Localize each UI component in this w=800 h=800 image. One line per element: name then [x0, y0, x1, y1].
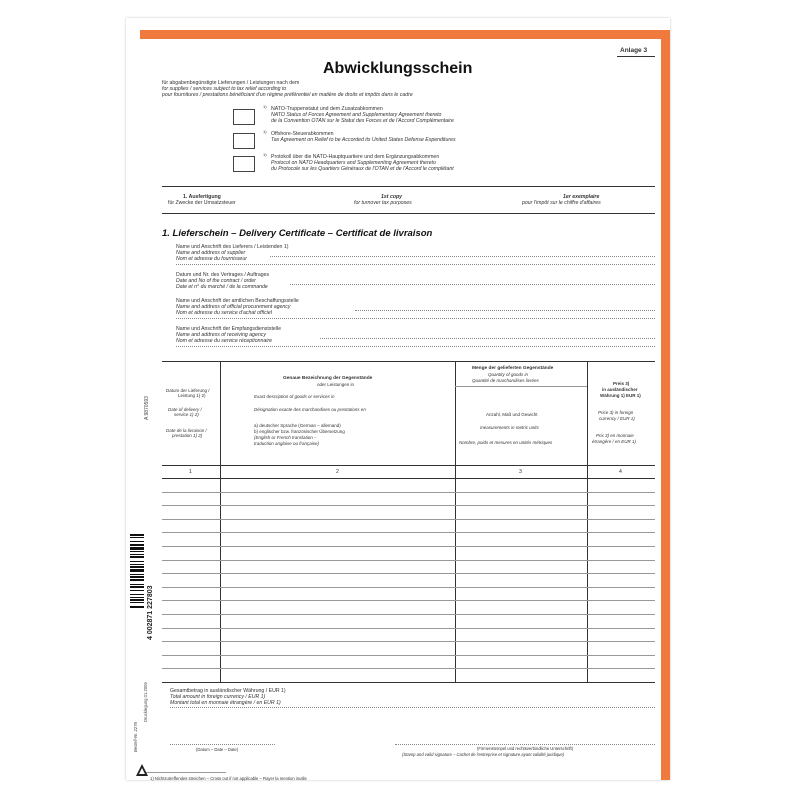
table-row[interactable]: [162, 587, 655, 588]
checkbox-nato-hq[interactable]: [233, 156, 255, 172]
print-date: Drucklegung 01.2006: [143, 682, 148, 722]
table-row[interactable]: [162, 505, 655, 506]
table-row[interactable]: [162, 641, 655, 642]
table-row[interactable]: [162, 600, 655, 601]
checkbox-offshore[interactable]: [233, 133, 255, 149]
footnote: 1) Nichtzutreffendes streichen – Cross out if not applicable – Rayer la mention inutile: [150, 776, 307, 781]
table-row[interactable]: [162, 532, 655, 533]
col-number-4: 4: [619, 469, 622, 475]
table-header-border: [162, 465, 655, 466]
signature-line[interactable]: [395, 744, 655, 745]
table-row[interactable]: [162, 668, 655, 669]
barcode-bars: [130, 534, 146, 630]
date-label: (Datum – Date – Date): [196, 747, 239, 752]
divider-top: [162, 186, 655, 187]
col-number-3: 3: [519, 469, 522, 475]
checkbox-nato-sofa[interactable]: [233, 109, 255, 125]
table-row[interactable]: [162, 560, 655, 561]
date-line[interactable]: [170, 744, 275, 745]
table-row[interactable]: [162, 628, 655, 629]
signature-label-de: (Firmenstempel und rechtsverbindliche Unterschrift): [477, 746, 574, 751]
table-bottom-border: [162, 682, 655, 683]
side-code: A 9870593: [144, 396, 150, 420]
orange-right-stripe: [661, 30, 670, 780]
col-divider-2: [455, 361, 456, 682]
orange-top-stripe: [140, 30, 670, 39]
table-top-border: [162, 361, 655, 362]
document-sheet: [126, 18, 670, 780]
divider-section: [162, 213, 655, 214]
annex-underline: [617, 56, 655, 57]
table-row[interactable]: [162, 492, 655, 493]
table-row[interactable]: [162, 546, 655, 547]
order-number: Bestell-Nr. 2278: [133, 722, 138, 752]
table-row[interactable]: [162, 655, 655, 656]
footnote-rule: [146, 772, 226, 773]
col-divider-1: [220, 361, 221, 682]
col3-subheader-line: [455, 386, 587, 387]
total-amount-line[interactable]: [170, 707, 655, 708]
col-number-1: 1: [189, 469, 192, 475]
table-row[interactable]: [162, 573, 655, 574]
page-title: Abwicklungsschein: [323, 60, 473, 77]
table-number-border: [162, 478, 655, 479]
annex-label: Anlage 3: [620, 47, 648, 54]
publisher-logo-icon: [136, 764, 148, 776]
col-divider-3: [587, 361, 588, 682]
signature-label-en-fr: (Stamp and valid signature – Cachet de l'entreprise et signature ayant validité juridique): [402, 752, 565, 757]
table-row[interactable]: [162, 614, 655, 615]
table-row[interactable]: [162, 519, 655, 520]
col-number-2: 2: [336, 469, 339, 475]
section-title: 1. Lieferschein – Delivery Certificate – Certificat de livraison: [162, 228, 433, 239]
barcode-number: 4 002871 227803: [147, 585, 154, 640]
